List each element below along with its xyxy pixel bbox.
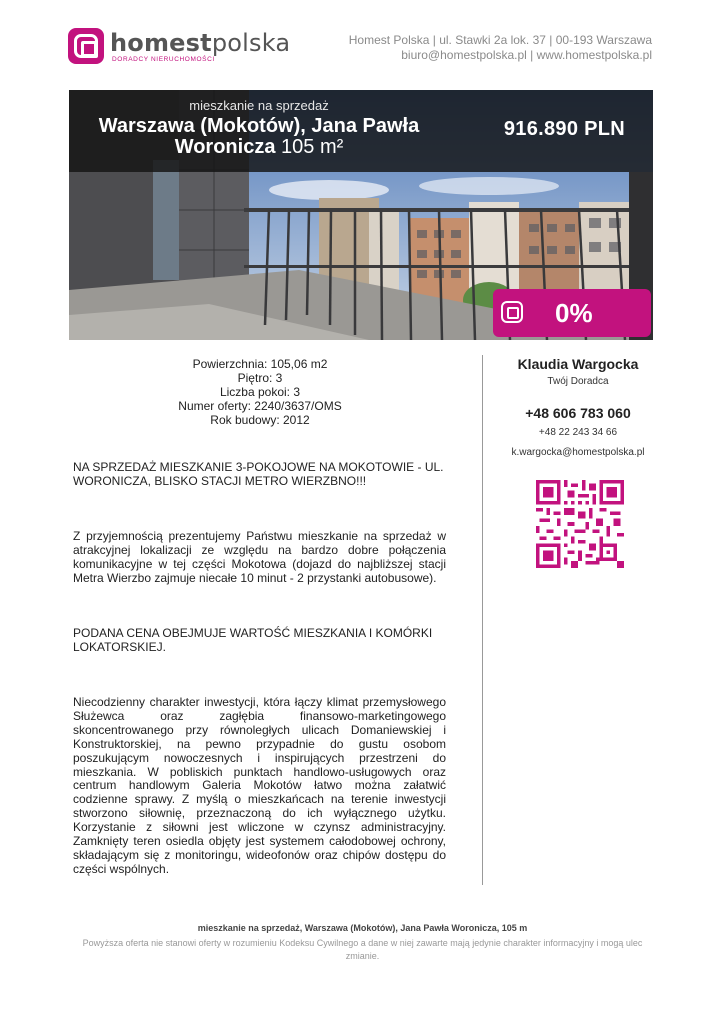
description-paragraph: Z przyjemnością prezentujemy Państwu mieszkanie na sprzedaż w atrakcyjnej lokalizacji ze względu na bardzo dobre połączenia komunikacyjne w tej części Mokotowa (dojazd do najbliższej stacji Metra Wierzbo zajmuje niecałe 10 minut - 2 przystanki autobusowe). <box>73 529 446 585</box>
listing-area: 105 m² <box>281 136 344 158</box>
footer-title: mieszkanie na sprzedaż, Warszawa (Mokotów), Jana Pawła Woronicza, 105 m <box>197 923 528 933</box>
qr-code <box>536 480 624 568</box>
description-headline: NA SPRZEDAŻ MIESZKANIE 3-POKOJOWE NA MOKOTOWIE - UL. WORONICZA, BLISKO STACJI METRO WIERZBNO!!! <box>73 460 444 488</box>
homest-logo-icon <box>68 28 104 64</box>
agent-role: Twój Doradca <box>547 376 609 387</box>
listing-location: Warszawa (Mokotów), Jana Pawła Woronicza <box>98 115 420 158</box>
footer-disclaimer: Powyższa oferta nie stanowi oferty w rozumieniu Kodeksu Cywilnego a dane w niej zawarte mają jedynie charakter informacyjny i mogą ulec zmianie. <box>82 938 643 961</box>
logo-tagline: DORADCY NIERUCHOMOŚCI <box>112 55 215 63</box>
fact-offer-number: Numer oferty: 2240/3637/OMS <box>178 399 342 413</box>
logo-wordmark: homestpolska <box>110 28 291 57</box>
agent-card <box>500 356 656 458</box>
agent-name: Klaudia Wargocka <box>517 356 639 372</box>
agent-phone[interactable]: +48 606 783 060 <box>525 405 631 421</box>
company-contact: biuro@homestpolska.pl | www.homestpolska.pl <box>401 48 652 62</box>
fact-area: Powierzchnia: 105,06 m2 <box>192 357 328 371</box>
homest-logo <box>68 27 290 65</box>
fact-floor: Piętro: 3 <box>237 371 283 385</box>
title-band <box>69 90 653 172</box>
agent-email[interactable]: k.wargocka@homestpolska.pl <box>511 447 645 458</box>
commission-badge <box>493 289 651 337</box>
listing-type: mieszkanie na sprzedaż <box>189 98 329 113</box>
listing-photo <box>69 90 653 340</box>
description-price-note: PODANA CENA OBEJMUJE WARTOŚĆ MIESZKANIA I KOMÓRKI LOKATORSKIEJ. <box>73 626 433 654</box>
listing-facts <box>140 357 380 427</box>
listing-price: 916.890 PLN <box>503 118 625 140</box>
homest-badge-icon <box>501 301 523 323</box>
fact-build-year: Rok budowy: 2012 <box>210 413 310 427</box>
description-paragraph: Niecodzienny charakter inwestycji, która łączy klimat przemysłowego Służewca oraz zagłębia finansowo-marketingowego skoncentrowanego przy równoległych ulicach Domaniewskiej i Konstruktorskiej, na pewno przypadnie do gustu osobom poszukującym nowoczesnych i inspirujących przestrzeni do mieszkania. W pobliskich punktach handlowo-usługowych oraz centrum handlowym Galeria Mokotów łatwo można załatwić codzienne sprawy. Z myślą o mieszkańcach na terenie inwestycji stworzono siłownię, przeznaczoną do ich wyłącznego użytku. Korzystanie z siłowni jest wliczone w czynsz administracyjny. Zamknięty teren osiedla objęty jest systemem całodobowej ochrony, składającym się z monitoringu, wideofonów oraz chipów dostępu do części wspólnych. <box>73 695 446 876</box>
agent-phone-secondary[interactable]: +48 22 243 34 66 <box>538 427 618 438</box>
commission-value: 0% <box>555 298 593 328</box>
column-divider <box>482 355 483 885</box>
listing-title <box>89 116 429 158</box>
fact-rooms: Liczba pokoi: 3 <box>219 385 301 399</box>
company-address: Homest Polska | ul. Stawki 2a lok. 37 | 00-193 Warszawa <box>348 33 652 47</box>
company-info <box>349 33 652 63</box>
